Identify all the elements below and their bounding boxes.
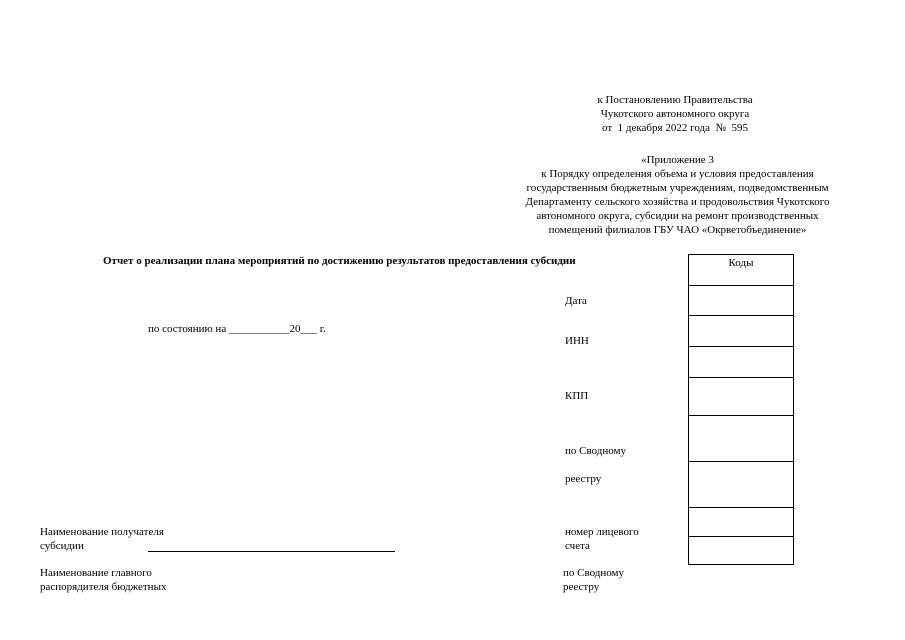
recipient-underline[interactable] (148, 551, 395, 552)
code-cell-kpp[interactable] (689, 378, 794, 416)
manager-label-1: Наименование главного (40, 567, 152, 579)
code-cell-date[interactable] (689, 286, 794, 316)
codes-header: Коды (689, 255, 794, 286)
appendix-line-1: «Приложение 3 (641, 154, 714, 166)
appendix-line-3: государственным бюджетным учреждениям, подведомственным (526, 182, 829, 194)
label-account-1: номер лицевого (565, 526, 639, 538)
recipient-label-2: субсидии (40, 540, 84, 552)
label-svod2-2: реестру (563, 581, 600, 593)
label-svod-1: по Сводному (565, 445, 627, 457)
label-account-2: счета (565, 540, 590, 552)
appendix-line-6: помещений филиалов ГБУ ЧАО «Окрветобъединение» (548, 224, 807, 236)
appendix-line-5: автономного округа, субсидии на ремонт производственных (536, 210, 819, 222)
appendix-reference (480, 153, 875, 237)
label-inn: ИНН (565, 335, 589, 347)
report-title: Отчет о реализации плана мероприятий по достижению результатов предоставления субсидии (103, 255, 576, 267)
code-cell-inn[interactable] (689, 316, 794, 347)
label-svod-2: реестру (565, 473, 602, 485)
code-cell-svod[interactable] (689, 416, 794, 462)
code-cell-inn-2[interactable] (689, 347, 794, 378)
resolution-line-1: к Постановлению Правительства (597, 94, 753, 106)
resolution-line-3: от 1 декабря 2022 года № 595 (601, 122, 748, 134)
manager-label-2: распорядителя бюджетных (40, 581, 167, 593)
appendix-line-4: Департаменту сельского хозяйства и продовольствия Чукотского (525, 196, 830, 208)
label-svod2-1: по Сводному (563, 567, 625, 579)
label-kpp: КПП (565, 390, 589, 402)
code-cell-svod-2[interactable] (689, 462, 794, 508)
recipient-label-1: Наименование получателя (40, 526, 164, 538)
resolution-line-2: Чукотского автономного округа (600, 108, 750, 120)
code-cell-account[interactable] (689, 508, 794, 537)
resolution-reference (560, 93, 790, 135)
state-as-of: по состоянию на ___________20___ г. (148, 323, 326, 335)
codes-table (688, 254, 794, 565)
label-date: Дата (565, 295, 587, 307)
appendix-line-2: к Порядку определения объема и условия предоставления (541, 168, 814, 180)
code-cell-account-2[interactable] (689, 537, 794, 565)
